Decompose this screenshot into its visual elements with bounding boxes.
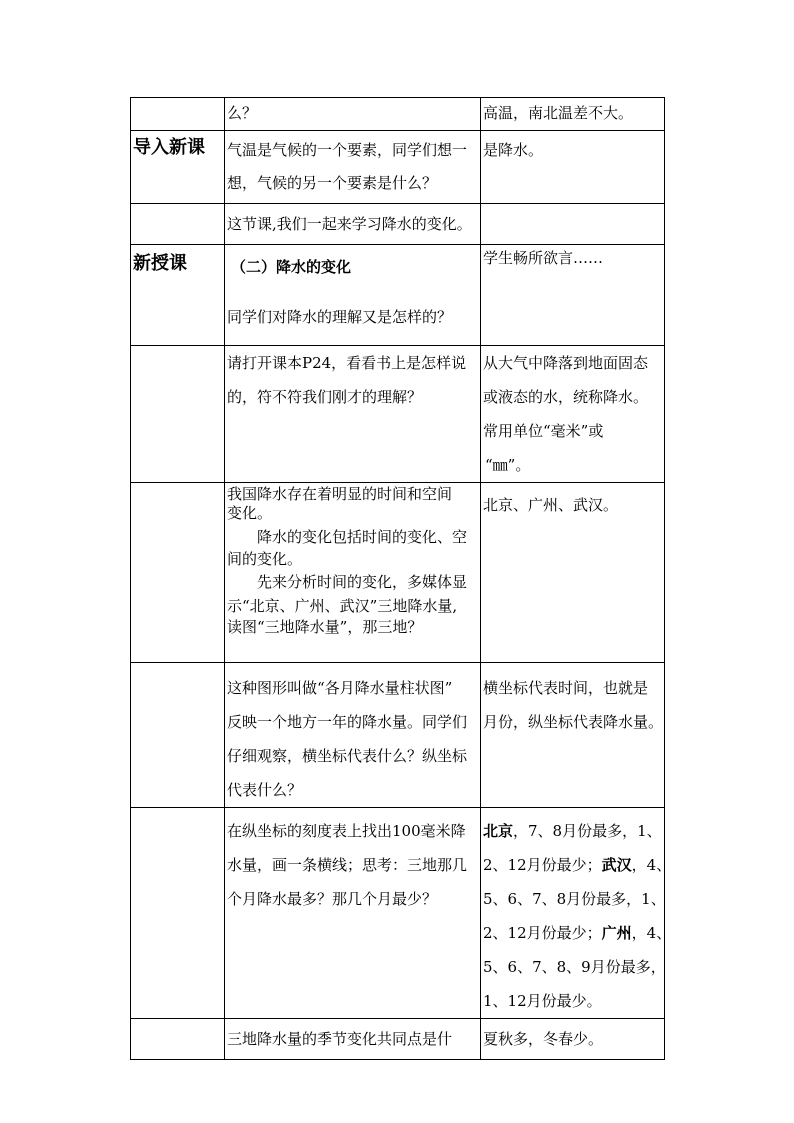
teacher-cell: 这节课,我们一起来学习降水的变化。 — [225, 204, 481, 245]
table-row — [131, 808, 665, 1019]
student-cell: 夏秋多，冬春少。 — [481, 1019, 665, 1060]
table-row — [131, 204, 665, 245]
table-row — [131, 1019, 665, 1060]
stage-cell — [131, 663, 225, 808]
table-row — [131, 346, 665, 483]
city-wuhan: 武汉 — [601, 856, 632, 874]
teacher-cell: 在纵坐标的刻度表上找出100毫米降 水量，画一条横线；思考：三地那几 个月降水最多？那几个月最少？ — [225, 808, 481, 1019]
student-cell: 北京，7、8月份最多，1、 2、12月份最少；武汉，4、 5、6、7、8月份最多，1、 2、12月份最少；广州，4、 5、6、7、8、9月份最多， 1、12月份最少。 — [481, 808, 665, 1019]
teacher-cell: 这种图形叫做“各月降水量柱状图” 反映一个地方一年的降水量。同学们 仔细观察，横坐标代表什么？纵坐标 代表什么？ — [225, 663, 481, 808]
student-cell: 高温，南北温差不大。 — [481, 98, 665, 131]
teacher-cell: （二）降水的变化 同学们对降水的理解又是怎样的？ — [225, 245, 481, 346]
table-row — [131, 483, 665, 663]
section-heading: （二）降水的变化 — [231, 258, 352, 276]
student-cell: 横坐标代表时间，也就是 月份，纵坐标代表降水量。 — [481, 663, 665, 808]
table-row — [131, 131, 665, 204]
teacher-cell: 我国降水存在着明显的时间和空间 变化。 降水的变化包括时间的变化、空 间的变化。 先来分析时间的变化，多媒体显 示“北京、广州、武汉”三地降水量, 读图“三地降水量”，那三地？ — [225, 483, 481, 663]
stage-cell — [131, 1019, 225, 1060]
student-cell — [481, 204, 665, 245]
student-cell: 北京、广州、武汉。 — [481, 483, 665, 663]
teacher-cell: 气温是气候的一个要素，同学们想一 想，气候的另一个要素是什么？ — [225, 131, 481, 204]
stage-cell — [131, 808, 225, 1019]
city-beijing: 北京 — [483, 822, 514, 840]
teacher-cell: 三地降水量的季节变化共同点是什 — [225, 1019, 481, 1060]
student-cell: 从大气中降落到地面固态 或液态的水，统称降水。 常用单位“毫米”或 “㎜”。 — [481, 346, 665, 483]
lesson-plan-table — [130, 97, 672, 1060]
table-row — [131, 245, 665, 346]
student-cell: 学生畅所欲言…… — [481, 245, 665, 346]
table-row — [131, 98, 665, 131]
stage-label: 导入新课 — [133, 137, 205, 158]
stage-cell — [131, 245, 225, 346]
stage-cell — [131, 483, 225, 663]
table-row — [131, 663, 665, 808]
student-cell: 是降水。 — [481, 131, 665, 204]
city-guangzhou: 广州 — [601, 924, 632, 942]
stage-label: 新授课 — [133, 253, 187, 274]
stage-cell — [131, 131, 225, 204]
teacher-cell: 请打开课本P24，看看书上是怎样说 的，符不符我们刚才的理解？ — [225, 346, 481, 483]
stage-cell — [131, 204, 225, 245]
stage-cell — [131, 346, 225, 483]
stage-cell — [131, 98, 225, 131]
teacher-cell: 么？ — [225, 98, 481, 131]
